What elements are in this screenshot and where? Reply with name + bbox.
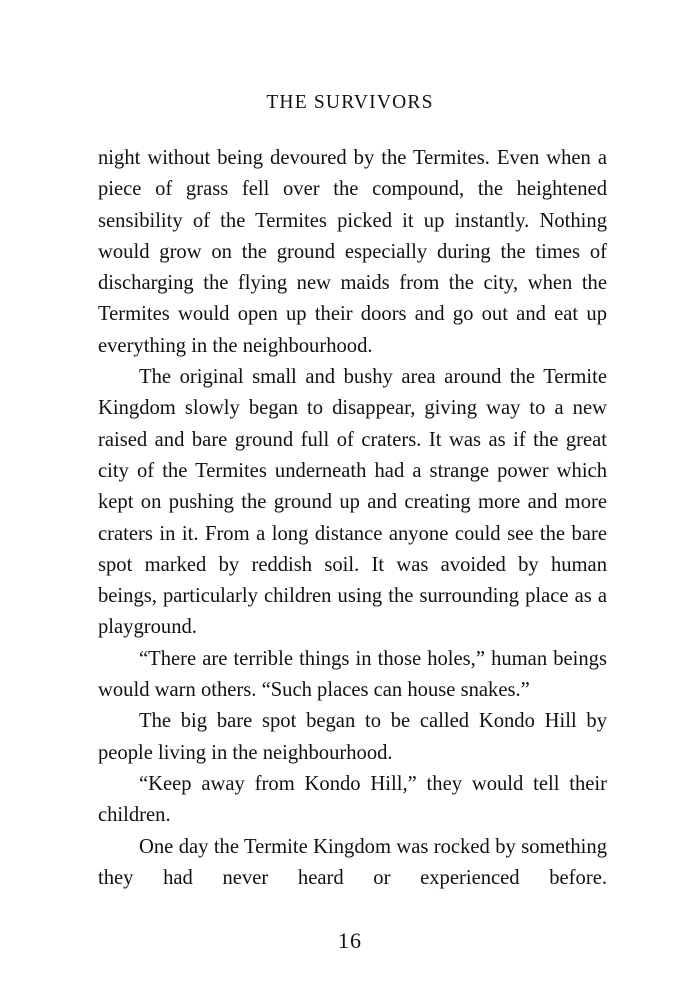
body-text	[98, 143, 607, 894]
paragraph: The original small and bushy area around the Termite Kingdom slowly began to disappear, giving way to a new raised and bare ground full of craters. It was as if the great city of the Termites underneath had a strange power which kept on pushing the ground up and creating more and more craters in it. From a long distance anyone could see the bare spot marked by reddish soil. It was avoided by human beings, particularly children using the surrounding place as a playground.	[98, 366, 607, 639]
running-head: THE SURVIVORS	[266, 92, 434, 113]
paragraph: One day the Termite Kingdom was rocked by something they had never heard or experienced before.	[98, 835, 607, 889]
paragraph: “There are terrible things in those holes,” human beings would warn others. “Such places can house snakes.”	[98, 647, 607, 702]
page-number: 16	[338, 928, 362, 953]
paragraph: The big bare spot began to be called Kondo Hill by people living in the neighbourhood.	[98, 710, 607, 764]
paragraph: night without being devoured by the Termites. Even when a piece of grass fell over the compound, the heightened sensibility of the Termites picked it up instantly. Nothing would grow on the ground especially during the times of discharging the flying new maids from the city, when the Termites would open up their doors and go out and eat up everything in the neighbourhood.	[98, 147, 607, 357]
paragraph: “Keep away from Kondo Hill,” they would tell their children.	[98, 772, 607, 827]
